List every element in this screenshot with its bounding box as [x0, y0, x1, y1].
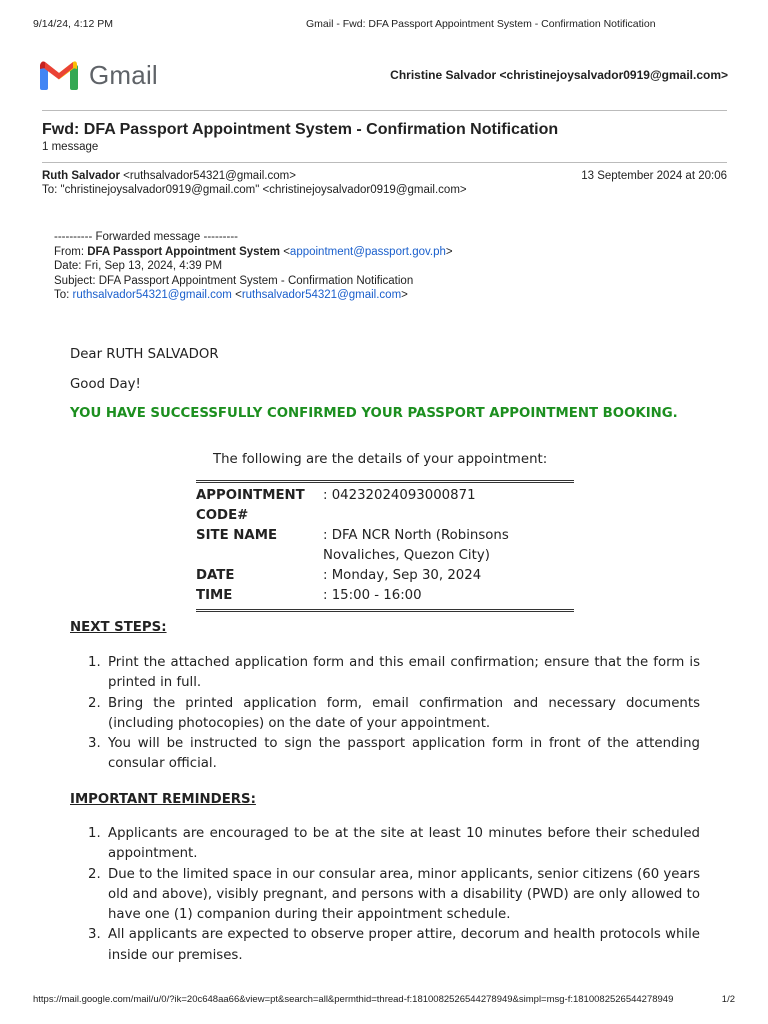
- detail-key: SITE NAME: [196, 528, 278, 543]
- sender-line: [42, 170, 296, 182]
- message-count: 1 message: [42, 141, 99, 153]
- next-steps-list: [88, 653, 700, 775]
- good-day: Good Day!: [70, 377, 141, 392]
- forwarded-subject: Subject: DFA Passport Appointment System - Confirmation Notification: [54, 274, 414, 287]
- from-label: From:: [54, 245, 88, 258]
- table-rule-bottom: [196, 609, 574, 612]
- table-row: [196, 586, 574, 606]
- forwarded-header: [54, 230, 453, 303]
- forwarded-from: From: DFA Passport Appointment System <appointment@passport.gov.ph>: [54, 245, 453, 258]
- detail-key: CODE#: [196, 508, 249, 523]
- divider: [42, 110, 727, 111]
- list-item: 3. All applicants are expected to observe proper attire, decorum and health protocols while inside our premises.: [88, 927, 700, 963]
- print-footer-url: https://mail.google.com/mail/u/0/?ik=20c648aa66&view=pt&search=all&permthid=thread-f:1810082526544278949&simpl=msg-f:1810082526544278949: [33, 994, 674, 1005]
- list-item-text: Print the attached application form and this email confirmation; ensure that the form is printed in full.: [108, 655, 700, 691]
- detail-value: : 15:00 - 16:00: [323, 588, 422, 603]
- sender-email: <ruthsalvador54321@gmail.com>: [123, 170, 296, 182]
- list-item: 1. Applicants are encouraged to be at the site at least 10 minutes before their scheduled appointment.: [88, 826, 700, 862]
- list-item-text: All applicants are expected to observe proper attire, decorum and health protocols while inside our premises.: [108, 927, 700, 963]
- from-name: DFA Passport Appointment System: [87, 245, 280, 258]
- reminders-list: [88, 824, 700, 966]
- table-row: [196, 486, 574, 526]
- to-email-link-2[interactable]: ruthsalvador54321@gmail.com: [241, 289, 402, 302]
- forwarded-to: To: ruthsalvador54321@gmail.com <ruthsalvador54321@gmail.com>: [54, 289, 408, 302]
- detail-key: TIME: [196, 588, 233, 603]
- greeting: Dear RUTH SALVADOR: [70, 347, 219, 362]
- thread-subject: Fwd: DFA Passport Appointment System - Confirmation Notification: [42, 121, 559, 138]
- list-item: 1. Print the attached application form and this email confirmation; ensure that the form is printed in full.: [88, 655, 700, 691]
- detail-value: Novaliches, Quezon City): [323, 548, 490, 563]
- list-item: 2. Bring the printed application form, email confirmation and necessary documents (including photocopies) on the date of your appointment.: [88, 695, 700, 731]
- from-email-link[interactable]: appointment@passport.gov.ph: [289, 245, 446, 258]
- confirmation-message: YOU HAVE SUCCESSFULLY CONFIRMED YOUR PASSPORT APPOINTMENT BOOKING.: [70, 406, 678, 421]
- next-steps-heading: NEXT STEPS:: [70, 620, 167, 635]
- list-item-text: Bring the printed application form, email confirmation and necessary documents (including photocopies) on the date of your appointment.: [108, 695, 700, 731]
- detail-key: DATE: [196, 568, 235, 583]
- detail-value: : Monday, Sep 30, 2024: [323, 568, 482, 583]
- print-page-title: Gmail - Fwd: DFA Passport Appointment System - Confirmation Notification: [306, 18, 656, 30]
- sender-name: Ruth Salvador: [42, 170, 120, 182]
- detail-key: APPOINTMENT: [196, 488, 305, 503]
- print-page-number: 1/2: [721, 994, 735, 1005]
- gmail-wordmark: Gmail: [89, 59, 158, 90]
- list-item-text: Due to the limited space in our consular area, minor applicants, senior citizens (60 years old and above), visibly pregnant, and persons with a disability (PWD) are only allowed to have one (1) companion during their appointment schedule.: [108, 866, 700, 923]
- print-header: [33, 18, 735, 32]
- to-label: To:: [54, 289, 73, 302]
- detail-value: : DFA NCR North (Robinsons: [323, 528, 509, 543]
- table-row: [196, 526, 574, 566]
- details-intro: The following are the details of your appointment:: [213, 452, 548, 467]
- divider: [42, 162, 727, 163]
- appointment-details-table: [196, 480, 574, 612]
- print-timestamp: 9/14/24, 4:12 PM: [33, 18, 113, 30]
- recipient-line: To: "christinejoysalvador0919@gmail.com" <christinejoysalvador0919@gmail.com>: [42, 184, 467, 196]
- to-email-link[interactable]: ruthsalvador54321@gmail.com: [72, 289, 232, 302]
- account-identity: Christine Salvador <christinejoysalvador0919@gmail.com>: [390, 68, 728, 82]
- forwarded-date: Date: Fri, Sep 13, 2024, 4:39 PM: [54, 260, 223, 273]
- gmail-logo: [40, 56, 158, 94]
- detail-value: : 04232024093000871: [323, 488, 476, 503]
- reminders-heading: IMPORTANT REMINDERS:: [70, 792, 256, 807]
- list-item: 2. Due to the limited space in our consular area, minor applicants, senior citizens (60 years old and above), visibly pregnant, and persons with a disability (PWD) are only allowed to have one (1) companion during their appointment schedule.: [88, 866, 700, 923]
- message-date: 13 September 2024 at 20:06: [581, 170, 727, 182]
- table-rule-top: [196, 480, 574, 483]
- list-item-text: You will be instructed to sign the passport application form in front of the attending consular official.: [108, 736, 700, 772]
- list-item: 3. You will be instructed to sign the passport application form in front of the attending consular official.: [88, 736, 700, 772]
- gmail-m-icon: [40, 60, 78, 90]
- list-item-text: Applicants are encouraged to be at the site at least 10 minutes before their scheduled appointment.: [108, 826, 700, 862]
- table-row: [196, 566, 574, 586]
- forwarded-marker: ---------- Forwarded message ---------: [54, 231, 238, 243]
